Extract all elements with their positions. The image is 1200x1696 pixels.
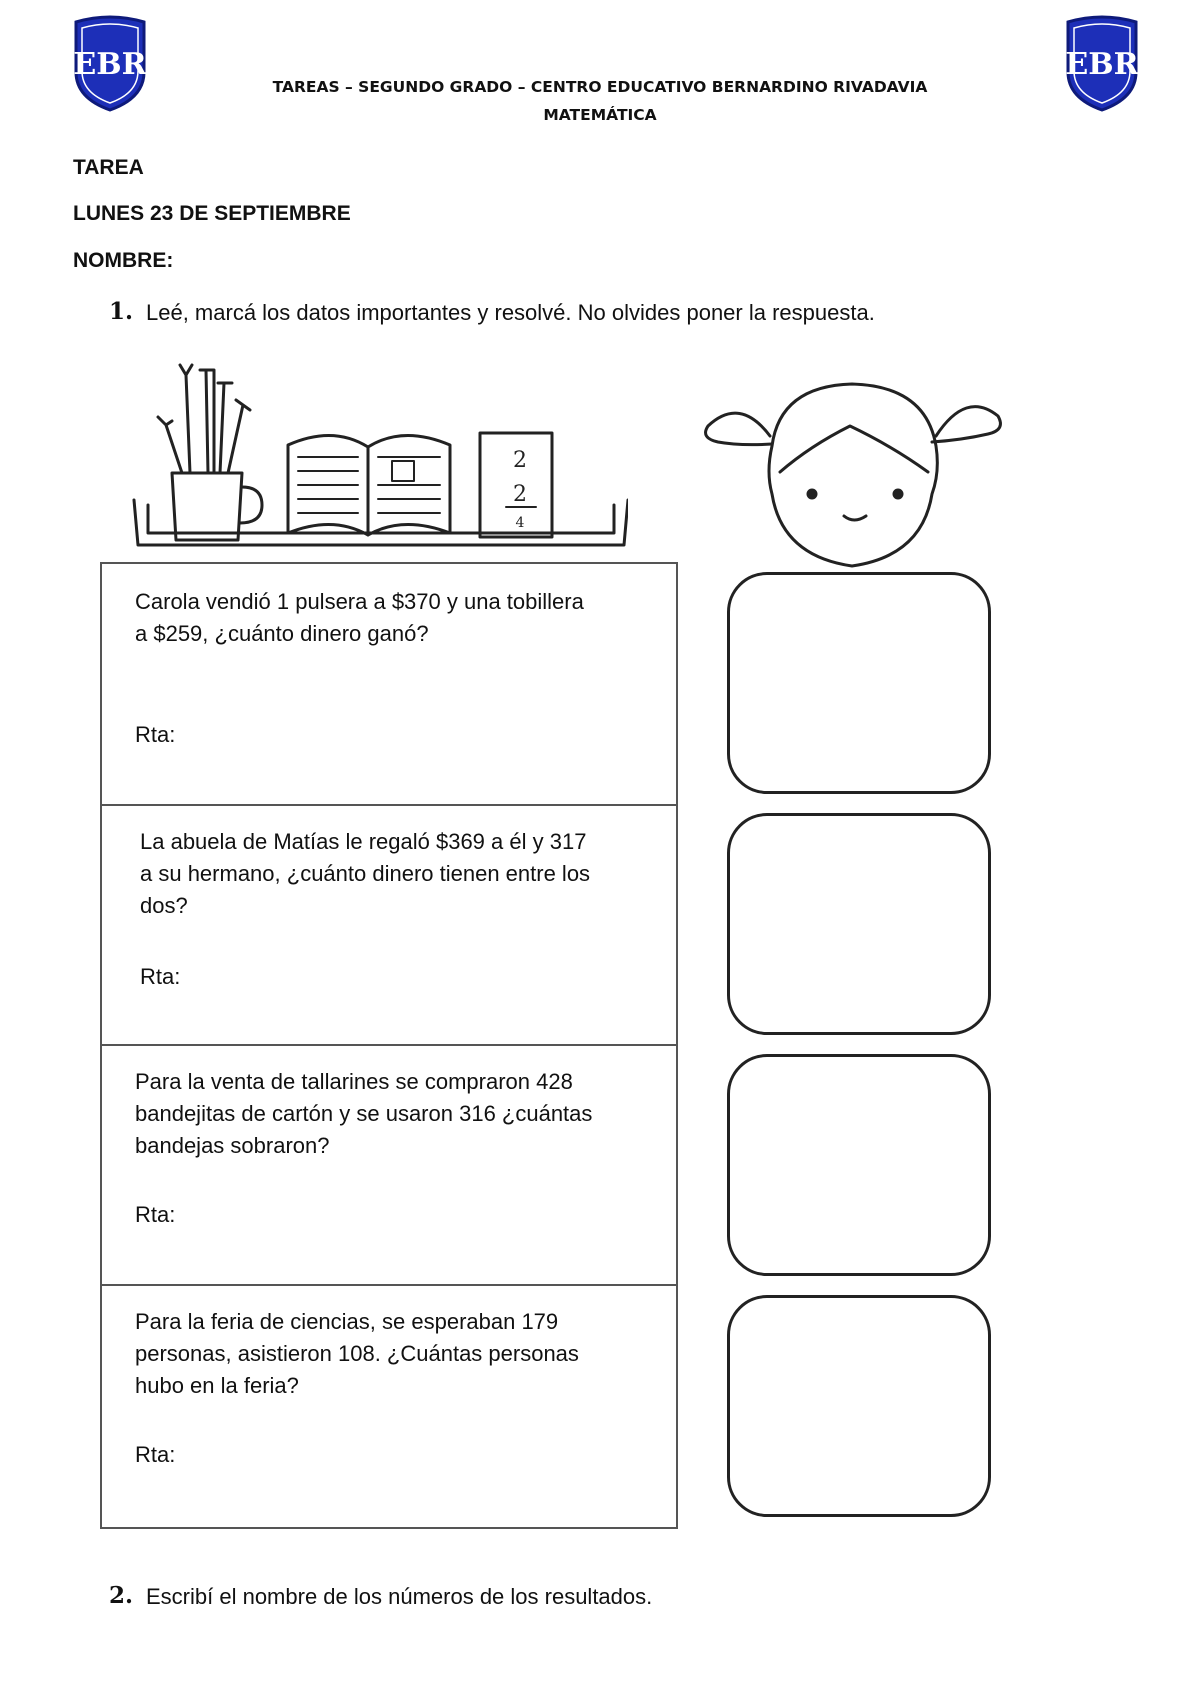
problem-2 — [102, 804, 676, 1044]
shelf-illustration — [128, 355, 628, 565]
problem-3-line-3: bandejas sobraron? — [135, 1133, 330, 1158]
card-number-2: 2 — [513, 482, 527, 507]
problem-2-text — [140, 826, 645, 922]
assignment-title: TAREA — [73, 156, 144, 179]
problem-3-answer-label: Rta: — [135, 1202, 176, 1227]
header-line-1: TAREAS – SEGUNDO GRADO – CENTRO EDUCATIVO BERNARDINO RIVADAVIA — [272, 78, 928, 96]
problem-3 — [102, 1044, 676, 1284]
problem-4-line-1: Para la feria de ciencias, se esperaban 179 — [135, 1309, 559, 1334]
problem-1-text — [135, 586, 640, 650]
school-crest-logo — [70, 14, 150, 112]
school-crest-logo-right — [1062, 14, 1142, 112]
problem-4-line-3: hubo en la feria? — [135, 1373, 299, 1398]
answer-box-2[interactable] — [727, 813, 991, 1035]
problem-3-line-2: bandejitas de cartón y se usaron 316 ¿cuántas — [135, 1101, 593, 1126]
problem-4-text — [135, 1306, 640, 1402]
header-line-2: MATEMÁTICA — [543, 106, 657, 124]
problem-1-line-2: a $259, ¿cuánto dinero ganó? — [135, 621, 429, 646]
problem-2-line-3: dos? — [140, 893, 188, 918]
problem-4 — [102, 1284, 676, 1524]
assignment-date: LUNES 23 DE SEPTIEMBRE — [73, 202, 351, 225]
problem-3-text — [135, 1066, 640, 1162]
problem-2-line-2: a su hermano, ¿cuánto dinero tienen entre los — [140, 861, 591, 886]
problem-1-answer-label: Rta: — [135, 722, 176, 747]
problem-1 — [102, 564, 676, 804]
document-header — [150, 73, 1050, 129]
instruction-1-number: 1. — [109, 298, 134, 325]
problem-2-answer-label: Rta: — [140, 964, 181, 989]
problem-3-line-1: Para la venta de tallarines se compraron 428 — [135, 1069, 573, 1094]
answer-box-4[interactable] — [727, 1295, 991, 1517]
card-number-1: 2 — [513, 448, 527, 473]
problem-4-answer-label: Rta: — [135, 1442, 176, 1467]
crest-lettering-right: EBR — [1065, 47, 1139, 82]
problem-4-line-2: personas, asistieron 108. ¿Cuántas personas — [135, 1341, 579, 1366]
problem-2-line-1: La abuela de Matías le regaló $369 a él y 317 — [140, 829, 587, 854]
answer-box-1[interactable] — [727, 572, 991, 794]
crest-lettering: EBR — [73, 47, 147, 82]
instruction-2-text: Escribí el nombre de los números de los resultados. — [146, 1584, 653, 1609]
instruction-2-number: 2. — [109, 1582, 134, 1609]
girl-face-illustration — [700, 376, 1006, 571]
card-number-3: 4 — [515, 515, 525, 531]
problems-table — [100, 562, 678, 1529]
answer-box-3[interactable] — [727, 1054, 991, 1276]
instruction-1-text: Leé, marcá los datos importantes y resolvé. No olvides poner la respuesta. — [146, 300, 875, 325]
problem-1-line-1: Carola vendió 1 pulsera a $370 y una tobillera — [135, 589, 584, 614]
name-field-label: NOMBRE: — [73, 249, 174, 272]
